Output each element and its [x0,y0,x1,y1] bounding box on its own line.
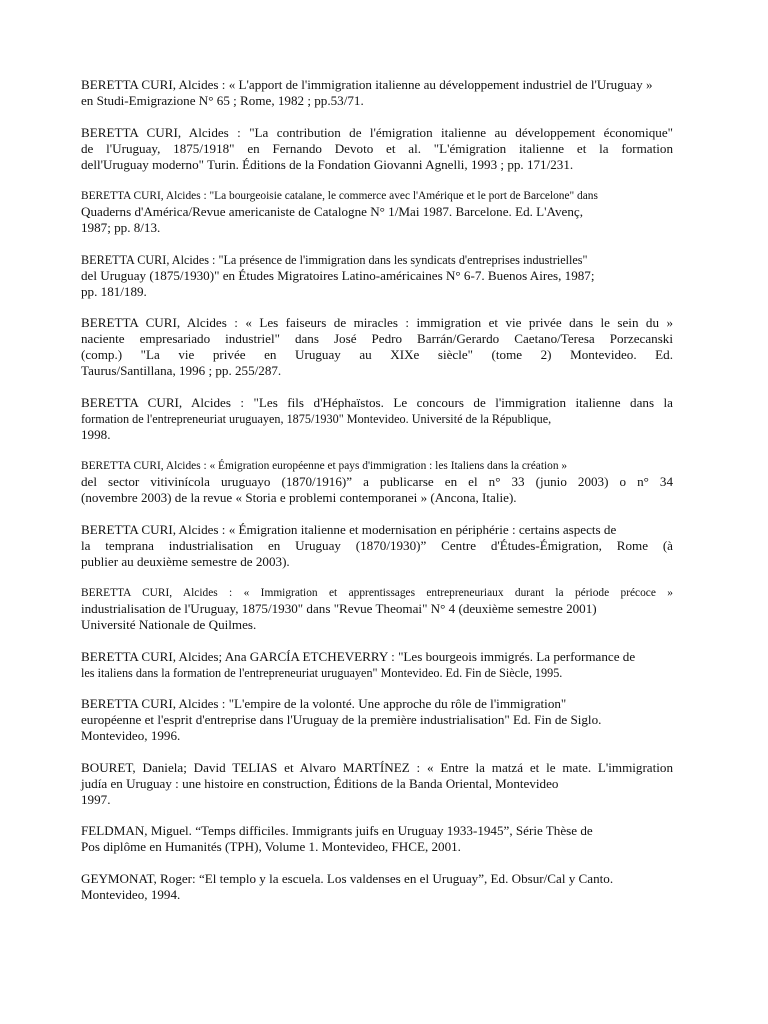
entry-line: en Studi-Emigrazione N° 65 ; Rome, 1982 ; pp.53/71. [81,93,364,108]
entry-line: 1997. [81,791,111,807]
entry-line: FELDMAN, Miguel. “Temps difficiles. Immigrants juifs en Uruguay 1933-1945”, Série Thèse de [81,823,593,838]
entry-line: 1987; pp. 8/13. [81,220,161,235]
entry-line: Quaderns d'América/Revue americaniste de Catalogne N° 1/Mai 1987. Barcelone. Ed. L'Avenç, [81,204,584,219]
entry-line: pp. 181/189. [81,283,147,299]
bibliography-entry [81,696,673,744]
entry-line: dell'Uruguay moderno" Turin. Éditions de la Fondation Giovanni Agnelli, 1993 ; pp. 171/231. [81,156,574,172]
bibliography-entry [81,395,673,443]
bibliography-entry [81,649,673,681]
entry-line: BERETTA CURI, Alcides : « Émigration italienne et modernisation en périphérie : certains aspects de [81,521,617,537]
entry-line: publier au deuxième semestre de 2003). [81,553,290,569]
entry-line: BOURET, Daniela; David TELIAS et Alvaro MARTÍNEZ : « Entre la matzá et le mate. L'immigration [81,759,673,775]
bibliography-entry [81,871,673,903]
entry-line: Montevideo, 1996. [81,728,181,743]
entry-line: de l'Uruguay, 1875/1918" en Fernando Devoto et al. "L'émigration italienne et la formation [81,140,673,156]
entry-line: Pos diplôme en Humanités (TPH), Volume 1. Montevideo, FHCE, 2001. [81,839,461,854]
entry-line: del Uruguay (1875/1930)" en Études Migratoires Latino-américaines N° 6-7. Buenos Aires, 1987; [81,267,595,283]
entry-line: Taurus/Santillana, 1996 ; pp. 255/287. [81,363,282,378]
entry-line: judía en Uruguay : une histoire en construction, Éditions de la Banda Oriental, Montevideo [81,775,559,791]
entry-line: BERETTA CURI, Alcides : « Immigration et apprentissages entrepreneuriaux durant la période précoce » [81,587,673,599]
entry-line: formation de l'entrepreneuriat uruguayen, 1875/1930" Montevideo. Université de la République, [81,411,552,426]
entry-line: BERETTA CURI, Alcides : « L'apport de l'immigration italienne au développement industriel de l'Uruguay » [81,77,653,92]
entry-line: européenne et l'esprit d'entreprise dans l'Uruguay de la première industrialisation" Ed. Fin de Siglo. [81,712,602,727]
entry-line: BERETTA CURI, Alcides; Ana GARCÍA ETCHEVERRY : "Les bourgeois immigrés. La performance de [81,648,636,664]
bibliography-entry [81,125,673,173]
entry-line: Université Nationale de Quilmes. [81,617,257,632]
entry-line: BERETTA CURI, Alcides : "La bourgeoisie catalane, le commerce avec l'Amérique et le port de Barcelone" dans [81,190,598,202]
entry-line: industrialisation de l'Uruguay, 1875/1930" dans "Revue Theomai" N° 4 (deuxième semestre 2001) [81,601,597,616]
entry-line: la temprana industrialisation en Uruguay (1870/1930)” Centre d'Études-Émigration, Rome (à [81,537,673,553]
entry-line: Montevideo, 1994. [81,886,181,902]
entry-line: BERETTA CURI, Alcides : "Les fils d'Héphaïstos. Le concours de l'immigration italienne dans la [81,394,673,410]
entry-line: 1998. [81,426,111,442]
entry-line: les italiens dans la formation de l'entrepreneuriat uruguayen" Montevideo. Ed. Fin de Siècle, 1995. [81,665,563,680]
bibliography-entry [81,823,673,855]
entry-line: BERETTA CURI, Alcides : "L'empire de la volonté. Une approche du rôle de l'immigration" [81,696,567,711]
bibliography-page [81,77,673,918]
bibliography-entry [81,77,673,109]
bibliography-entry [81,315,673,379]
bibliography-entry [81,458,673,506]
entry-line: BERETTA CURI, Alcides : "La présence de l'immigration dans les syndicats d'entreprises industrielles" [81,252,588,267]
bibliography-entry [81,522,673,570]
entry-line: (comp.) "La vie privée en Uruguay au XIXe siècle" (tome 2) Montevideo. Ed. [81,347,673,362]
bibliography-entry [81,252,673,300]
bibliography-entry [81,585,673,633]
entry-line: GEYMONAT, Roger: “El templo y la escuela. Los valdenses en el Uruguay”, Ed. Obsur/Cal y Canto. [81,870,614,886]
entry-line: BERETTA CURI, Alcides : « Émigration européenne et pays d'immigration : les Italiens dans la création » [81,460,568,472]
bibliography-entry [81,188,673,236]
entry-line: BERETTA CURI, Alcides : « Les faiseurs de miracles : immigration et vie privée dans le sein du » [81,315,673,330]
entry-line: BERETTA CURI, Alcides : "La contribution de l'émigration italienne au développement économique" [81,124,673,140]
entry-line: (novembre 2003) de la revue « Storia e problemi contemporanei » (Ancona, Italie). [81,490,517,505]
entry-line: del sector vitivinícola uruguayo (1870/1916)” a publicarse en el n° 33 (junio 2003) o n° 34 [81,474,673,489]
entry-line: naciente empresariado industriel" dans José Pedro Barrán/Gerardo Caetano/Teresa Porzecanski [81,331,673,346]
bibliography-entry [81,760,673,808]
